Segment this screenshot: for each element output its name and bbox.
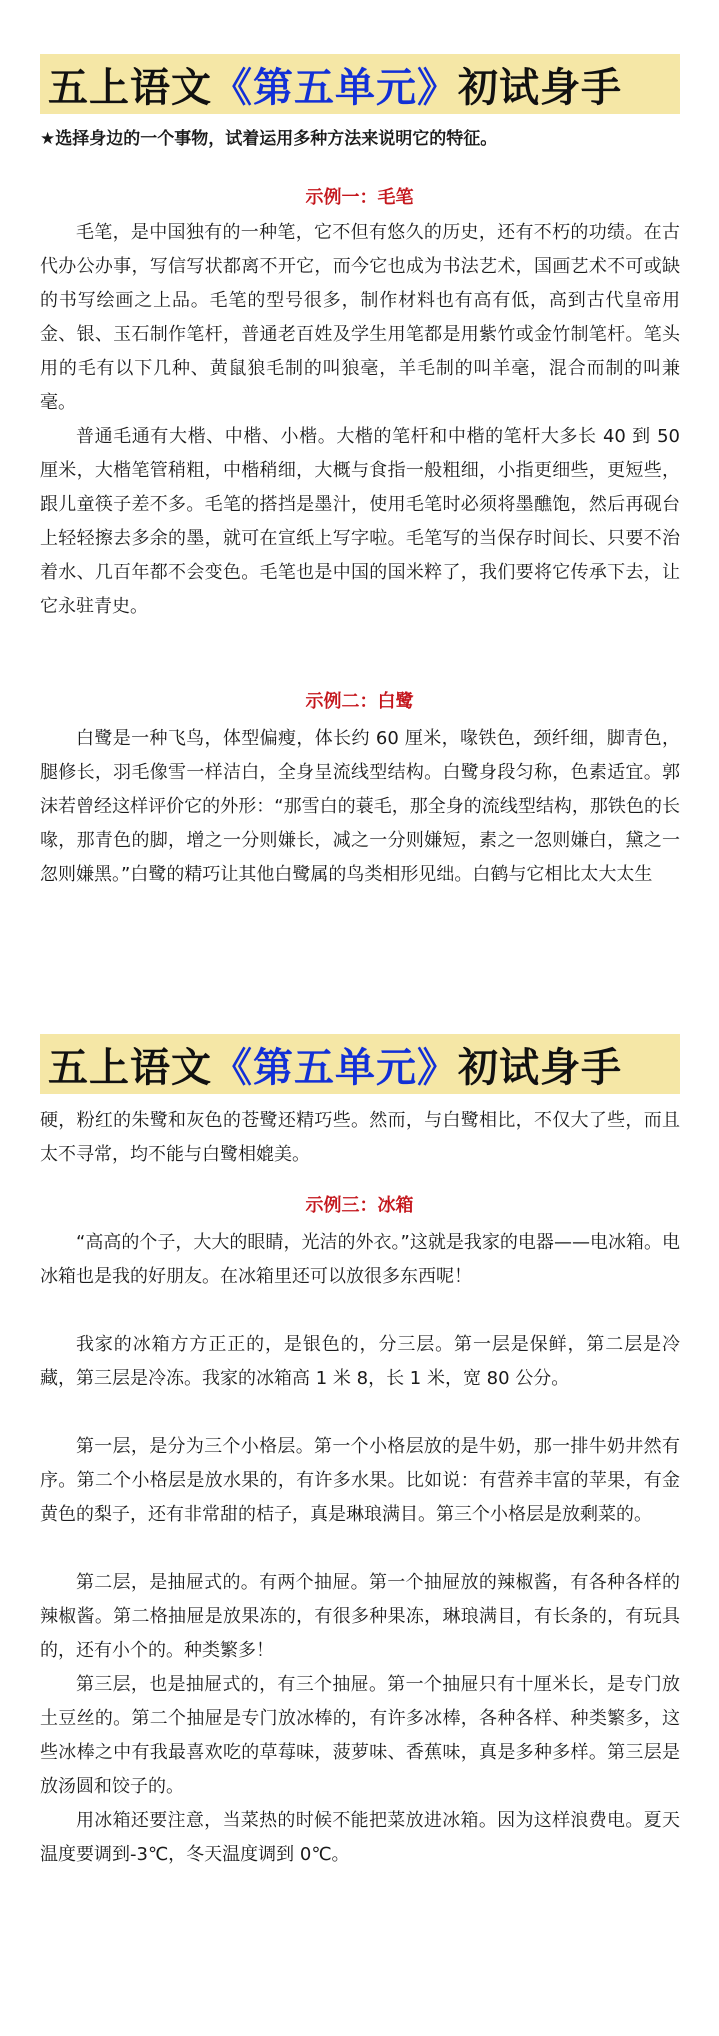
example-heading-fridge: 示例三：冰箱 (305, 1195, 414, 1216)
fridge-paragraph-6: 用冰箱还要注意，当菜热的时候不能把菜放进冰箱。因为这样浪费电。夏天温度要调到-3℃，冬天温度调到 0℃。 (40, 1810, 680, 1865)
egret-paragraph-1: 白鹭是一种飞鸟，体型偏瘦，体长约 60 厘米，喙铁色，颈纤细，脚青色，腿修长，羽毛像雪一样洁白，全身呈流线型结构。白鹭身段匀称，色素适宜。郭沫若曾经这样评价它的外形：“那雪白的蓑毛，那全身的流线型结构，那铁色的长喙，那青色的脚，增之一分则嫌长，减之一分则嫌短，素之一忽则嫌白，黛之一忽则嫌黑。”白鹭的精巧让其他白鹭属的鸟类相形见绌。白鹤与它相比太大太生 (40, 728, 680, 885)
title-banner-repeat (40, 1034, 680, 1094)
example-heading-egret: 示例二：白鹭 (305, 691, 414, 712)
banner-title-suffix: 初试身手 (458, 1044, 622, 1091)
banner-title-unit: 《第五单元》 (212, 64, 458, 111)
banner-title-prefix: 五上语文 (48, 64, 212, 111)
fridge-paragraph-3: 第一层，是分为三个小格层。第一个小格层放的是牛奶，那一排牛奶井然有序。第二个小格层是放水果的，有许多水果。比如说：有营养丰富的苹果，有金黄色的梨子，还有非常甜的桔子，真是琳琅满目。第三个小格层是放剩菜的。 (40, 1436, 680, 1525)
fridge-paragraph-5: 第三层，也是抽屉式的，有三个抽屉。第一个抽屉只有十厘米长，是专门放土豆丝的。第二个抽屉是专门放冰棒的，有许多冰棒，各种各样、种类繁多，这些冰棒之中有我最喜欢吃的草莓味，菠萝味、香蕉味，真是多种多样。第三层是放汤圆和饺子的。 (40, 1674, 680, 1797)
banner-title-unit: 《第五单元》 (212, 1044, 458, 1091)
egret-paragraph-continued: 硬，粉红的朱鹭和灰色的苍鹭还精巧些。然而，与白鹭相比，不仅大了些，而且太不寻常，均不能与白鹭相媲美。 (40, 1110, 680, 1165)
title-banner (40, 54, 680, 114)
brush-paragraph-1: 毛笔，是中国独有的一种笔，它不但有悠久的历史，还有不朽的功绩。在古代办公办事，写信写状都离不开它，而今它也成为书法艺术，国画艺术不可或缺的书写绘画之上品。毛笔的型号很多，制作材料也有高有低，高到古代皇帝用金、银、玉石制作笔杆，普通老百姓及学生用笔都是用紫竹或金竹制笔杆。笔头用的毛有以下几种、黄鼠狼毛制的叫狼毫，羊毛制的叫羊毫，混合而制的叫兼毫。 (40, 222, 680, 413)
fridge-paragraph-1: “高高的个子，大大的眼睛，光洁的外衣。”这就是我家的电器——电冰箱。电冰箱也是我的好朋友。在冰箱里还可以放很多东西呢！ (40, 1232, 680, 1287)
fridge-paragraph-2: 我家的冰箱方方正正的，是银色的，分三层。第一层是保鲜，第二层是冷藏，第三层是冷冻。我家的冰箱高 1 米 8，长 1 米，宽 80 公分。 (40, 1334, 680, 1389)
example-heading-brush: 示例一：毛笔 (305, 187, 414, 208)
banner-title-suffix: 初试身手 (458, 64, 622, 111)
fridge-paragraph-4: 第二层，是抽屉式的。有两个抽屉。第一个抽屉放的辣椒酱，有各种各样的辣椒酱。第二格抽屉是放果冻的，有很多种果冻，琳琅满目，有长条的，有玩具的，还有小个的。种类繁多！ (40, 1572, 680, 1661)
task-instruction: ★选择身边的一个事物，试着运用多种方法来说明它的特征。 (40, 129, 498, 149)
banner-title-prefix: 五上语文 (48, 1044, 212, 1091)
brush-paragraph-2: 普通毛通有大楷、中楷、小楷。大楷的笔杆和中楷的笔杆大多长 40 到 50 厘米，大楷笔管稍粗，中楷稍细，大概与食指一般粗细，小指更细些，更短些，跟儿童筷子差不多。毛笔的搭挡是墨汁，使用毛笔时必须将墨醮饱，然后再砚台上轻轻擦去多余的墨，就可在宣纸上写字啦。毛笔写的当保存时间长、只要不治着水、几百年都不会变色。毛笔也是中国的国米粹了，我们要将它传承下去，让它永驻青史。 (40, 426, 680, 617)
